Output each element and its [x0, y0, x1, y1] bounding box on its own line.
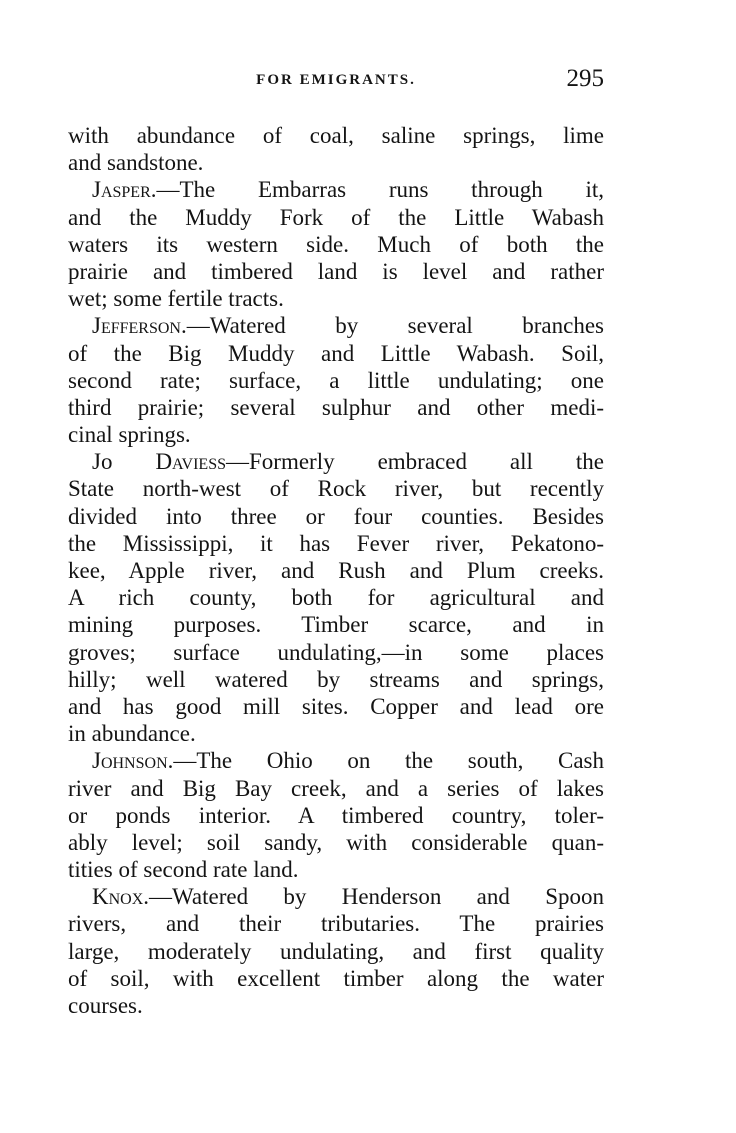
text-line: rivers, and their tributaries. The prairies	[68, 911, 604, 937]
text-line: tities of second rate land.	[68, 857, 299, 883]
page-number: 295	[566, 65, 604, 92]
text-line: of the Big Muddy and Little Wabash. Soil,	[68, 340, 604, 366]
text-line: ably level; soil sandy, with considerable quan-	[68, 829, 604, 855]
text-line: and has good mill sites. Copper and lead ore	[68, 693, 604, 719]
text-line: divided into three or four counties. Besides	[68, 503, 604, 529]
text-line: of soil, with excellent timber along the water	[68, 965, 604, 991]
text-line: wet; some fertile tracts.	[68, 286, 284, 312]
text-line: with abundance of coal, saline springs, lime	[68, 123, 604, 148]
entry-heading-jefferson: Jefferson.	[92, 313, 187, 339]
text-line: hilly; well watered by streams and springs,	[68, 666, 604, 692]
body-text	[68, 122, 604, 1019]
text-line: Jasper.—The Embarras runs through it,	[92, 177, 604, 203]
text-line: mining purposes. Timber scarce, and in	[68, 612, 604, 638]
entry-heading-knox: Knox.	[92, 884, 150, 910]
text-line: prairie and timbered land is level and rather	[68, 258, 604, 284]
text-line: kee, Apple river, and Rush and Plum creeks.	[68, 558, 604, 583]
text-line: or ponds interior. A timbered country, toler-	[68, 802, 604, 828]
text-line: Knox.—Watered by Henderson and Spoon	[92, 884, 604, 910]
text-line: second rate; surface, a little undulating; one	[68, 367, 604, 393]
text-line: courses.	[68, 993, 143, 1018]
text-line: and sandstone.	[68, 150, 204, 176]
running-head	[68, 65, 604, 98]
text-line: the Mississippi, it has Fever river, Pekatono-	[68, 530, 604, 556]
entry-heading-johnson: Johnson.	[92, 748, 174, 774]
entry-heading-jasper: Jasper.	[92, 177, 157, 203]
text-line: State north-west of Rock river, but recently	[68, 476, 604, 502]
text-line: groves; surface undulating,—in some places	[68, 639, 604, 665]
text-line: and the Muddy Fork of the Little Wabash	[68, 204, 604, 230]
text-line: cinal springs.	[68, 422, 191, 448]
running-title: FOR EMIGRANTS.	[256, 72, 416, 88]
text-line: in abundance.	[68, 721, 196, 747]
text-line: third prairie; several sulphur and other medi-	[68, 394, 604, 420]
text-line: Jefferson.—Watered by several branches	[92, 313, 604, 339]
text-line: large, moderately undulating, and first quality	[68, 938, 604, 964]
text-line: Jo Daviess—Formerly embraced all the	[92, 449, 604, 475]
text-line: Johnson.—The Ohio on the south, Cash	[92, 748, 604, 774]
text-line: A rich county, both for agricultural and	[68, 585, 604, 611]
text-line: waters its western side. Much of both the	[68, 231, 604, 257]
text-line: river and Big Bay creek, and a series of lakes	[68, 775, 604, 801]
entry-heading-jo-daviess: Daviess	[155, 449, 226, 475]
